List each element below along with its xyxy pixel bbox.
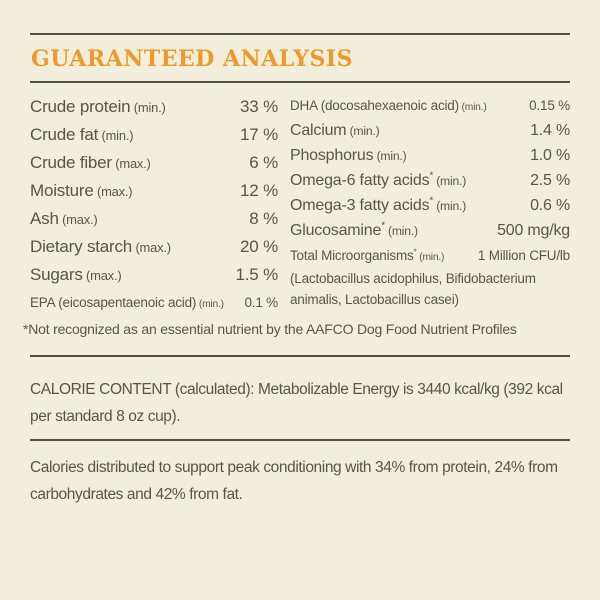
analysis-row-total-microorganisms: [290, 243, 570, 268]
analysis-row-crude-protein: [30, 93, 278, 121]
analysis-row-omega-6-fatty-acids: [290, 168, 570, 193]
nutrient-value: 0.1 %: [244, 295, 278, 310]
nutrient-name: Calcium (min.): [290, 122, 380, 139]
nutrient-value: 1.4 %: [530, 122, 570, 139]
nutrient-name: EPA (eicosapentaenoic acid) (min.): [30, 295, 224, 310]
analysis-right-column: [290, 93, 570, 317]
nutrient-value: 20 %: [240, 237, 278, 256]
nutrient-value: 500 mg/kg: [497, 222, 570, 239]
analysis-row-dha-docosahexaenoic-acid: [290, 93, 570, 118]
nutrient-name: Dietary starch (max.): [30, 237, 171, 256]
nutrient-value: 33 %: [240, 97, 278, 116]
analysis-row-ash: [30, 205, 278, 233]
analysis-row-omega-3-fatty-acids: [290, 193, 570, 218]
analysis-left-column: [30, 93, 278, 317]
analysis-row-crude-fiber: [30, 149, 278, 177]
analysis-row-sugars: [30, 261, 278, 289]
nutrient-name: Phosphorus (min.): [290, 147, 407, 164]
title-bottom-rule: [30, 81, 570, 83]
analysis-table: [30, 93, 570, 317]
analysis-row-phosphorus: [290, 143, 570, 168]
nutrient-name: Crude protein (min.): [30, 97, 166, 116]
nutrient-name: Omega-6 fatty acids* (min.): [290, 170, 467, 189]
nutrient-name: Crude fat (min.): [30, 125, 134, 144]
section-rule-distribution: [30, 439, 570, 441]
section-title: GUARANTEED ANALYSIS: [31, 46, 354, 72]
nutrient-name: Glucosamine* (min.): [290, 220, 418, 239]
aafco-footnote: *Not recognized as an essential nutrient by the AAFCO Dog Food Nutrient Profiles: [23, 321, 517, 337]
nutrient-value: 17 %: [240, 125, 278, 144]
analysis-row-glucosamine: [290, 218, 570, 243]
analysis-row-dietary-starch: [30, 233, 278, 261]
nutrient-name: Ash (max.): [30, 209, 98, 228]
analysis-row-epa-eicosapentaenoic-acid: [30, 289, 278, 317]
nutrient-name: Sugars (max.): [30, 265, 122, 284]
calorie-content-text: CALORIE CONTENT (calculated): Metabolizable Energy is 3440 kcal/kg (392 kcal per standard 8 oz cup).: [30, 381, 563, 425]
nutrient-name: Moisture (max.): [30, 181, 133, 200]
nutrient-name: Crude fiber (max.): [30, 153, 151, 172]
nutrient-value: 2.5 %: [530, 172, 570, 189]
analysis-row-calcium: [290, 118, 570, 143]
nutrient-name: Total Microorganisms* (min.): [290, 246, 445, 263]
nutrient-value: 1 Million CFU/lb: [477, 248, 570, 263]
calorie-distribution-text: Calories distributed to support peak conditioning with 34% from protein, 24% from carbohydrates and 42% from fat.: [30, 459, 558, 503]
nutrient-value: 1.5 %: [235, 265, 278, 284]
nutrient-value: 0.6 %: [530, 197, 570, 214]
nutrient-note: (Lactobacillus acidophilus, Bifidobacterium animalis, Lactobacillus casei): [290, 271, 536, 307]
nutrient-value: 0.15 %: [529, 98, 570, 113]
section-rule-calorie: [30, 355, 570, 357]
analysis-row-moisture: [30, 177, 278, 205]
nutrient-value: 8 %: [249, 209, 278, 228]
nutrient-value: 12 %: [240, 181, 278, 200]
nutrient-name: Omega-3 fatty acids* (min.): [290, 195, 467, 214]
nutrient-value: 1.0 %: [530, 147, 570, 164]
analysis-row-crude-fat: [30, 121, 278, 149]
nutrient-value: 6 %: [249, 153, 278, 172]
nutrient-name: DHA (docosahexaenoic acid) (min.): [290, 98, 487, 113]
title-top-rule: [30, 33, 570, 35]
